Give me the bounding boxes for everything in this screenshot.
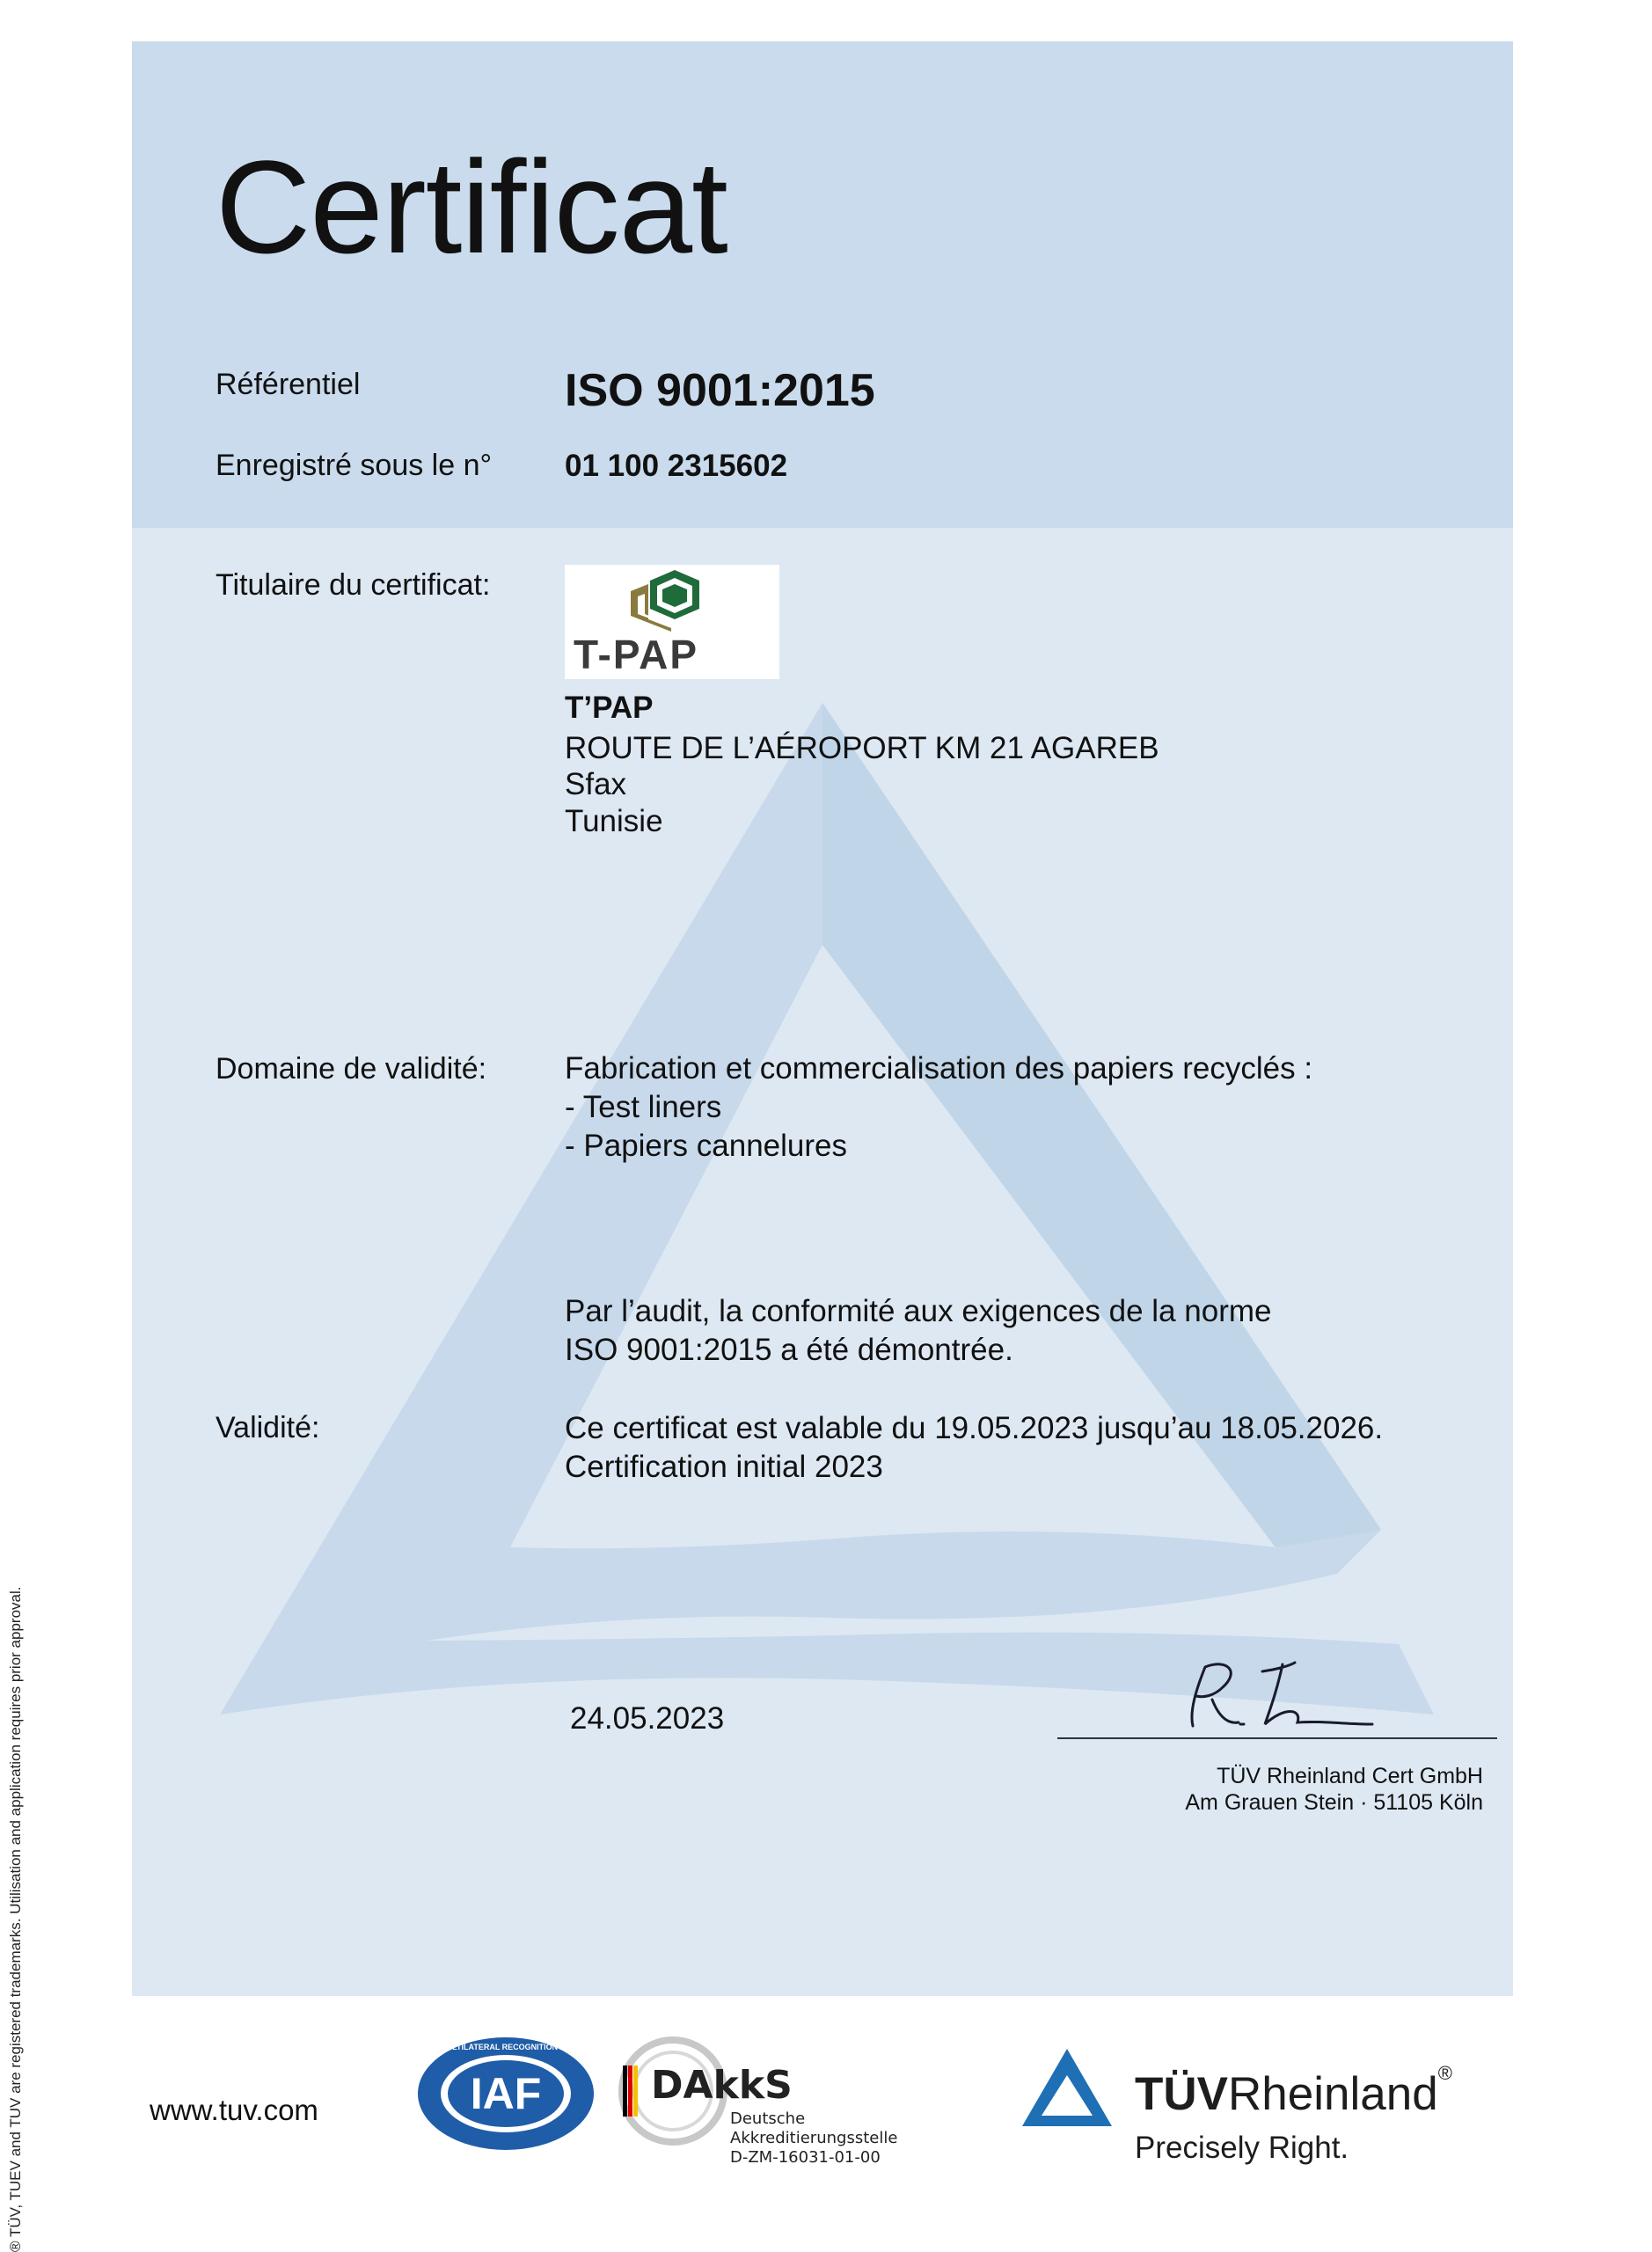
referentiel-label: Référentiel xyxy=(216,368,361,401)
signature xyxy=(1179,1654,1390,1742)
scope-line-2: - Test liners xyxy=(565,1090,722,1124)
holder-city: Sfax xyxy=(565,767,627,801)
issuer-address: Am Grauen Stein · 51105 Köln xyxy=(1185,1790,1483,1815)
registered-mark: ® xyxy=(1437,2062,1452,2084)
audit-line-2: ISO 9001:2015 a été démontrée. xyxy=(565,1333,1013,1367)
tuv-triangle-icon xyxy=(1019,2045,1115,2133)
issue-date: 24.05.2023 xyxy=(570,1701,725,1736)
holder-name: T’PAP xyxy=(565,691,654,725)
website-link[interactable]: www.tuv.com xyxy=(150,2094,318,2126)
audit-line-1: Par l’audit, la conformité aux exigences de la norme xyxy=(565,1294,1272,1328)
dakks-line-3: D-ZM-16031-01-00 xyxy=(730,2148,881,2167)
company-logo xyxy=(565,565,779,679)
iaf-logo-text: IAF xyxy=(470,2069,542,2118)
holder-country: Tunisie xyxy=(565,804,663,838)
validity-line-1: Ce certificat est valable du 19.05.2023 jusqu’au 18.05.2026. xyxy=(565,1411,1384,1445)
holder-label: Titulaire du certificat: xyxy=(216,568,491,602)
dakks-line-2: Akkreditierungsstelle xyxy=(730,2129,898,2147)
referentiel-value: ISO 9001:2015 xyxy=(565,365,875,416)
scope-line-3: - Papiers cannelures xyxy=(565,1129,847,1163)
iaf-logo-icon xyxy=(389,2032,623,2155)
validity-line-2: Certification initial 2023 xyxy=(565,1450,883,1484)
tuv-wordmark-regular: Rheinland xyxy=(1228,2068,1438,2120)
validity-label: Validité: xyxy=(216,1411,320,1444)
tuv-slogan: Precisely Right. xyxy=(1135,2131,1349,2165)
scope-line-1: Fabrication et commercialisation des papiers recyclés : xyxy=(565,1051,1313,1086)
issuer-block xyxy=(1185,1763,1483,1816)
issuer-name: TÜV Rheinland Cert GmbH xyxy=(1217,1764,1483,1788)
signature-line xyxy=(1057,1737,1497,1739)
tpap-logo-icon xyxy=(565,565,779,679)
certificate-title: Certificat xyxy=(216,133,727,281)
registration-label: Enregistré sous le n° xyxy=(216,449,493,482)
registration-number: 01 100 2315602 xyxy=(565,449,788,483)
iaf-ring-text: MEMBER OF MULTILATERAL RECOGNITION ARRANGEMENT xyxy=(389,2043,623,2051)
dakks-name: DAkkS xyxy=(651,2063,793,2108)
scope-label: Domaine de validité: xyxy=(216,1052,487,1086)
dakks-line-1: Deutsche xyxy=(730,2109,806,2128)
trademark-note: ® TÜV, TUEV and TUV are registered trademarks. Utilisation and application requires prior approval. xyxy=(7,1586,24,2252)
tpap-logo-text: T-PAP xyxy=(574,632,699,677)
tuv-wordmark-bold: TÜV xyxy=(1135,2068,1228,2120)
holder-address: ROUTE DE L’AÉROPORT KM 21 AGAREB xyxy=(565,731,1159,765)
tuv-rheinland-wordmark xyxy=(1135,2062,1452,2121)
